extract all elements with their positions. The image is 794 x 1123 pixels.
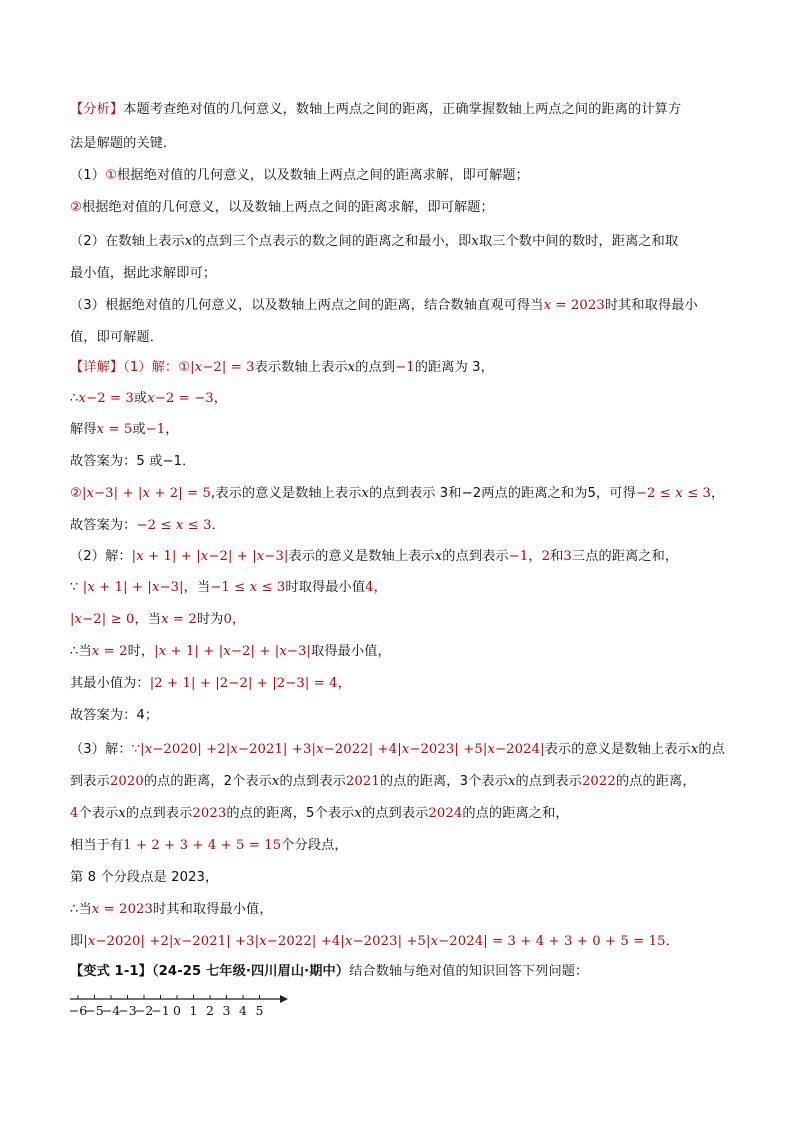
text-segment: 2024 — [428, 806, 463, 821]
text-segment: + 1| + | — [166, 644, 224, 659]
text-segment: x — [690, 742, 699, 757]
text-segment: 2022 — [581, 774, 616, 789]
text-segment: ． — [665, 934, 679, 949]
text-line — [70, 134, 730, 154]
text-segment: ,表示的意义是数轴上表示 — [211, 486, 362, 501]
text-segment: 的点到表示 — [361, 806, 429, 821]
text-segment: 2020 — [109, 774, 144, 789]
text-segment: 取三个数中间的数时，距离之和取 — [478, 234, 679, 249]
text-segment: −2024| = 3 + 4 + 3 + 0 + 5 = 15 — [438, 934, 666, 949]
text-segment: −1 — [145, 422, 166, 437]
text-segment: x — [78, 391, 87, 406]
text-segment: x — [118, 806, 126, 821]
text-segment: x — [87, 580, 95, 595]
text-segment: ∴ — [70, 391, 79, 406]
text-segment: −2022| +4| — [266, 934, 345, 949]
text-segment: x — [401, 742, 410, 757]
text-segment: 到表示 — [70, 774, 110, 789]
text-line — [70, 804, 730, 824]
text-segment: −2022| +4| — [323, 742, 402, 757]
text-line — [70, 389, 730, 409]
text-segment: | — [81, 486, 87, 501]
text-segment: + 1| + | — [94, 580, 152, 595]
text-line — [70, 868, 730, 888]
text-segment: 法是解题的关键． — [70, 136, 177, 151]
text-segment: 个表示 — [78, 806, 119, 821]
text-segment: x — [91, 902, 100, 917]
text-segment: （1）解： — [123, 360, 179, 375]
text-segment: 当 — [78, 644, 92, 659]
text-segment: 表示数轴上表示 — [254, 360, 348, 375]
text-segment: = 2023 — [99, 902, 154, 917]
text-segment: ， — [165, 422, 179, 437]
text-segment: 当 — [78, 902, 92, 917]
text-segment: x — [487, 742, 495, 757]
text-line — [70, 516, 730, 536]
text-segment: −2| + | — [230, 644, 280, 659]
text-segment: x — [74, 612, 83, 627]
text-segment: x — [91, 644, 100, 659]
text-segment: −1 — [508, 549, 529, 564]
text-segment: −3| — [159, 580, 184, 595]
tick-label: −1 — [151, 1003, 170, 1018]
text-segment: x — [230, 742, 238, 757]
text-line — [70, 100, 730, 120]
text-segment: 的点到表示 — [125, 806, 193, 821]
text-segment: 24-25 七年级·四川眉山·期中 — [158, 964, 336, 979]
text-segment: x — [173, 934, 182, 949]
text-segment: 表示的意义是数轴上表示 — [288, 549, 435, 564]
text-segment: x — [471, 234, 479, 249]
text-segment: −2 = −3 — [154, 391, 214, 406]
text-segment: 个分段点， — [281, 838, 348, 853]
text-line — [70, 578, 730, 598]
text-segment: −2023| +5| — [409, 742, 488, 757]
text-line — [70, 232, 730, 252]
text-segment: 故答案为： — [70, 518, 137, 533]
text-segment: 2 — [541, 549, 551, 564]
text-segment: ， — [528, 549, 542, 564]
text-segment: −2020| +2| — [152, 742, 231, 757]
text-segment: ， — [373, 580, 387, 595]
text-segment: −3| — [264, 549, 289, 564]
text-segment: x — [184, 234, 193, 249]
text-segment: x — [223, 644, 231, 659]
text-segment: 的距离为 3， — [414, 360, 494, 375]
text-segment: 【详解】 — [70, 360, 124, 375]
text-segment: x — [507, 774, 516, 789]
tick-label: 1 — [189, 1003, 198, 1018]
text-segment: −2| = 3 — [202, 360, 255, 375]
text-segment: 的点的距离， — [615, 774, 696, 789]
text-segment: x — [675, 486, 683, 501]
text-line — [70, 198, 730, 218]
text-segment: ≤ 3 — [682, 486, 712, 501]
text-segment: | — [83, 934, 88, 949]
text-segment: x — [151, 580, 160, 595]
text-segment: = 5 — [104, 422, 133, 437]
text-segment: 取得最小值， — [311, 644, 391, 659]
text-line — [70, 740, 730, 760]
text-segment: 值，即可解题． — [70, 330, 164, 345]
text-segment: ） — [335, 964, 350, 979]
text-segment: −3| — [286, 644, 312, 659]
text-segment: 3 — [563, 549, 572, 564]
text-segment: ， — [337, 676, 351, 691]
text-segment: |2 + 1| + |2−2| + |2−3| = 4 — [149, 676, 338, 691]
text-line — [70, 706, 730, 726]
text-segment: x — [147, 391, 155, 406]
text-line — [70, 358, 730, 378]
text-segment: −2 = 3 — [86, 391, 134, 406]
text-segment: | — [82, 580, 88, 595]
text-segment: ， — [711, 486, 725, 501]
text-segment: x — [136, 549, 144, 564]
text-segment: ，当 — [134, 612, 162, 627]
text-segment: x — [161, 612, 169, 627]
text-segment: 0 — [223, 612, 232, 627]
text-segment: （3）根据绝对值的几何意义，以及数轴上两点之间的距离，结合数轴直观可得当 — [70, 298, 544, 313]
text-segment: 的点到三个点表示的数之间的距离之和最小，即 — [192, 234, 472, 249]
text-segment: −2023| +5| — [352, 934, 431, 949]
text-segment: 故答案为：4； — [70, 708, 159, 723]
text-segment: x — [543, 298, 552, 313]
text-segment: x — [87, 934, 96, 949]
text-segment: （2）在数轴上表示 — [70, 234, 185, 249]
text-segment: 的点到 — [355, 360, 396, 375]
tick-label: 0 — [173, 1003, 181, 1018]
text-segment: −3| + | — [94, 486, 143, 501]
text-segment: 4 — [70, 806, 79, 821]
text-segment: x — [361, 486, 370, 501]
text-segment: x — [259, 934, 267, 949]
text-segment: 即 — [70, 934, 84, 949]
text-segment: | — [131, 549, 137, 564]
text-segment: 本题考查绝对值的几何意义，数轴上两点之间的距离，正确掌握数轴上两点之间的距离的计算方 — [123, 102, 682, 117]
tick-label: 2 — [206, 1003, 214, 1018]
text-segment: x — [256, 549, 265, 564]
text-segment: + 2| = 5 — [150, 486, 212, 501]
text-segment: x — [347, 360, 356, 375]
tick-label: 4 — [239, 1003, 247, 1018]
text-line — [70, 674, 730, 694]
text-line — [70, 328, 730, 348]
text-segment: 时为 — [196, 612, 224, 627]
text-segment: 根据绝对值的几何意义，以及数轴上两点之间的距离求解，即可解题； — [117, 168, 529, 183]
text-segment: x — [316, 742, 324, 757]
text-segment: 结合数轴与绝对值的知识回答下列问题： — [349, 964, 589, 979]
text-line — [70, 962, 730, 982]
tick-label: −2 — [134, 1003, 154, 1018]
text-segment: + 1| + | — [143, 549, 201, 564]
text-segment: ． — [211, 518, 225, 533]
text-segment: −2 ≤ — [136, 518, 176, 533]
text-segment: 故答案为：5 或−1． — [70, 454, 196, 469]
text-segment: （ — [151, 964, 159, 979]
text-line — [70, 420, 730, 440]
text-segment: −1 ≤ — [210, 580, 250, 595]
text-segment: 相当于有 — [70, 838, 124, 853]
text-segment: = 2 — [99, 644, 128, 659]
text-segment: | — [190, 360, 195, 375]
text-line — [70, 166, 730, 186]
text-segment: 其最小值为： — [70, 676, 150, 691]
text-segment: ≤ 3 — [183, 518, 212, 533]
text-segment: 2021 — [345, 774, 380, 789]
text-segment: 时其和取得最小值， — [153, 902, 273, 917]
text-segment: ① — [178, 360, 191, 375]
text-segment: 第 8 个分段点是 2023， — [70, 870, 219, 885]
text-segment: x — [200, 549, 209, 564]
text-segment: ∵ — [70, 580, 83, 595]
text-segment: x — [434, 549, 443, 564]
text-segment: 根据绝对值的几何意义，以及数轴上两点之间的距离求解，即可解题； — [81, 200, 494, 215]
text-segment: −2| ≥ 0 — [82, 612, 135, 627]
text-segment: ∴ — [70, 644, 79, 659]
tick-label: −3 — [118, 1003, 137, 1018]
text-segment: ≤ 3 — [257, 580, 286, 595]
text-segment: 或 — [132, 422, 146, 437]
text-segment: 1 + 2 + 3 + 4 + 5 = 15 — [123, 838, 282, 853]
text-line — [70, 484, 730, 504]
text-line — [70, 642, 730, 662]
text-segment: −2021| +3| — [181, 934, 260, 949]
tick-label: −6 — [68, 1003, 88, 1018]
text-segment: x — [354, 806, 362, 821]
text-segment: x — [142, 486, 151, 501]
text-segment: x — [194, 360, 203, 375]
number-line — [68, 990, 298, 1020]
text-segment: 的点的距离之和， — [462, 806, 569, 821]
text-line — [70, 836, 730, 856]
text-segment: ∵| — [131, 742, 145, 757]
text-segment: x — [430, 934, 439, 949]
text-segment: −2020| +2| — [95, 934, 174, 949]
text-segment: x — [86, 486, 95, 501]
text-segment: 最小值，据此求解即可； — [70, 266, 217, 281]
text-line — [70, 547, 730, 567]
text-segment: x — [144, 742, 153, 757]
text-segment: 和 — [550, 549, 564, 564]
text-segment: 的点的距离，5个表示 — [226, 806, 355, 821]
text-line — [70, 610, 730, 630]
text-segment: = 2 — [168, 612, 197, 627]
text-segment: x — [344, 934, 353, 949]
text-segment: 【分析】 — [70, 102, 124, 117]
text-segment: ， — [231, 612, 246, 627]
text-segment: = 2023 — [551, 298, 605, 313]
text-segment: | — [70, 612, 75, 627]
text-segment: x — [271, 774, 280, 789]
text-segment: 的点的距离，2个表示 — [143, 774, 272, 789]
text-line — [70, 296, 730, 316]
text-line — [70, 772, 730, 792]
text-segment: 三点的距离之和， — [571, 549, 679, 564]
text-segment: −2021| +3| — [237, 742, 317, 757]
tick-label: −5 — [85, 1003, 104, 1018]
text-segment: 的点到表示 3和−2两点的距离之和为5，可得 — [369, 486, 636, 501]
text-segment: −2 ≤ — [635, 486, 676, 501]
text-segment: 的点到表示 — [279, 774, 346, 789]
text-segment: （1） — [70, 168, 106, 183]
text-segment: （2）解： — [70, 549, 132, 564]
text-segment: 的点到表示 — [442, 549, 509, 564]
text-segment: x — [279, 644, 287, 659]
text-segment: 4 — [365, 580, 374, 595]
text-segment: （3）解： — [70, 742, 132, 757]
text-segment: 或 — [133, 391, 148, 406]
text-segment: 的点的距离，3个表示 — [379, 774, 508, 789]
tick-label: −4 — [101, 1003, 121, 1018]
text-segment: ，当 — [183, 580, 211, 595]
axis-arrow-icon — [280, 995, 288, 1003]
text-segment: x — [96, 422, 105, 437]
text-segment: x — [158, 644, 167, 659]
text-segment: ① — [105, 168, 118, 183]
text-line — [70, 900, 730, 920]
text-segment: 时取得最小值 — [285, 580, 366, 595]
text-segment: ② — [70, 200, 82, 215]
tick-label: 3 — [222, 1003, 231, 1018]
text-segment: 的点到表示 — [515, 774, 582, 789]
text-segment: −2024| — [494, 742, 545, 757]
text-segment: 2023 — [192, 806, 227, 821]
text-segment: | — [154, 644, 159, 659]
text-line — [70, 452, 730, 472]
text-segment: ， — [213, 391, 228, 406]
text-segment: 【变式 1-1】 — [70, 964, 152, 979]
text-segment: 表示的意义是数轴上表示 — [544, 742, 691, 757]
text-line — [70, 264, 730, 284]
text-segment: x — [249, 580, 258, 595]
text-segment: ∴ — [70, 902, 79, 917]
text-segment: 解得 — [70, 422, 97, 437]
text-line — [70, 932, 730, 952]
tick-label: 5 — [255, 1003, 264, 1018]
text-segment: x — [175, 518, 184, 533]
text-segment: 时其和取得最小 — [604, 298, 698, 313]
text-segment: ② — [70, 486, 82, 501]
text-segment: 时， — [127, 644, 155, 659]
text-segment: 的点 — [698, 742, 725, 757]
text-segment: −1 — [395, 360, 415, 375]
text-segment: −2| + | — [208, 549, 257, 564]
